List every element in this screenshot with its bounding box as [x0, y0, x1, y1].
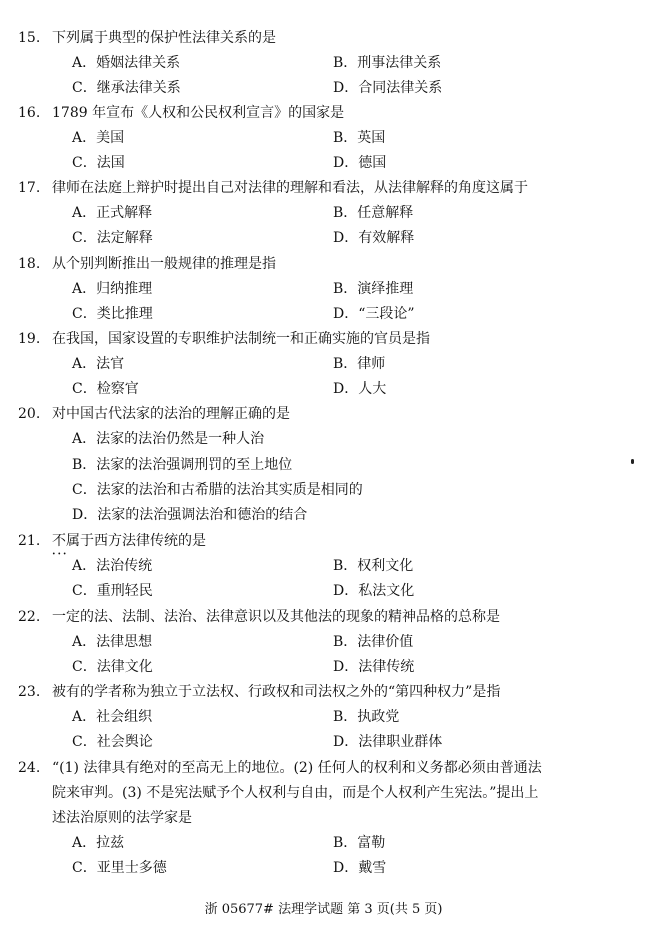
question-24-line-3: 述法治原则的法学家是 [52, 810, 192, 826]
question-16 [18, 104, 628, 122]
question-number: 20. [18, 406, 41, 422]
option-a: A．社会组织 [72, 709, 153, 725]
question-24 [18, 759, 628, 777]
question-number: 21. [18, 533, 41, 549]
question-24-line-2: 院来审判。(3) 不是宪法赋予个人权利与自由，而是个人权利产生宪法。”提出上 [52, 785, 539, 801]
question-text: 律师在法庭上辩护时提出自己对法律的理解和看法，从法律解释的角度这属于 [52, 180, 528, 196]
question-number: 19. [18, 331, 41, 347]
question-number: 18. [18, 256, 41, 272]
page-footer: 浙 05677# 法理学试题 第 3 页(共 5 页) [204, 902, 443, 917]
option-d: D．人大 [333, 381, 387, 397]
question-20 [18, 405, 628, 423]
question-number: 17. [18, 180, 41, 196]
question-number: 23. [18, 684, 41, 700]
option-a: A．婚姻法律关系 [72, 55, 181, 71]
option-c: C．重刑轻民 [72, 583, 153, 599]
question-text: 西方法律传统的是 [94, 533, 206, 549]
option-b: B．法家的法治强调刑罚的至上地位 [72, 457, 293, 473]
option-b: B．执政党 [333, 709, 400, 725]
question-text: 对中国古代法家的法治的理解正确的是 [52, 406, 290, 422]
question-17 [18, 179, 628, 197]
option-c: C．法定解释 [72, 230, 153, 246]
question-text: 在我国，国家设置的专职维护法制统一和正确实施的官员是指 [52, 331, 430, 347]
option-d: D．法律职业群体 [333, 734, 443, 750]
question-19 [18, 330, 628, 348]
question-text: 下列属于典型的保护性法律关系的是 [52, 30, 276, 46]
option-a: A．法治传统 [72, 558, 153, 574]
option-b: B．刑事法律关系 [333, 55, 442, 71]
scan-mark [631, 459, 634, 464]
option-c: C．继承法律关系 [72, 80, 181, 96]
option-d: D．法家的法治强调法治和德治的结合 [72, 507, 308, 523]
option-d: D．有效解释 [333, 230, 415, 246]
option-d: D．德国 [333, 155, 387, 171]
option-a: A．法律思想 [72, 634, 153, 650]
option-c: C．法家的法治和古希腊的法治其实质是相同的 [72, 482, 363, 498]
question-number: 15. [18, 30, 41, 46]
option-b: B．演绎推理 [333, 281, 414, 297]
question-text-line: “(1) 法律具有绝对的至高无上的地位。(2) 任何人的权利和义务都必须由普通法 [52, 760, 542, 776]
option-d: D．法律传统 [333, 659, 415, 675]
question-18 [18, 255, 628, 273]
option-a: A．法家的法治仍然是一种人治 [72, 431, 265, 447]
option-b: B．任意解释 [333, 205, 414, 221]
question-22 [18, 608, 628, 626]
question-text: 1789 年宣布《人权和公民权利宣言》的国家是 [52, 105, 345, 121]
option-a: A．美国 [72, 130, 125, 146]
option-c: C．法律文化 [72, 659, 153, 675]
question-15 [18, 29, 628, 47]
option-c: C．亚里士多德 [72, 860, 167, 876]
option-d: D．“三段论” [333, 306, 415, 322]
option-b: B．英国 [333, 130, 386, 146]
question-number: 22. [18, 609, 41, 625]
question-21 [18, 532, 628, 550]
question-text: 一定的法、法制、法治、法律意识以及其他法的现象的精神品格的总称是 [52, 609, 500, 625]
question-23 [18, 683, 628, 701]
emphasis-text: 不属于 • • • [52, 533, 94, 549]
option-b: B．法律价值 [333, 634, 414, 650]
option-c: C．社会舆论 [72, 734, 153, 750]
question-number: 16. [18, 105, 41, 121]
question-text: 从个别判断推出一般规律的推理是指 [52, 256, 276, 272]
option-c: C．类比推理 [72, 306, 153, 322]
question-text: 被有的学者称为独立于立法权、行政权和司法权之外的“第四种权力”是指 [52, 684, 501, 700]
option-d: D．戴雪 [333, 860, 387, 876]
option-b: B．权利文化 [333, 558, 414, 574]
option-d: D．合同法律关系 [333, 80, 443, 96]
option-c: C．法国 [72, 155, 125, 171]
option-b: B．律师 [333, 356, 386, 372]
question-number: 24. [18, 760, 41, 776]
option-a: A．拉兹 [72, 835, 125, 851]
option-a: A．归纳推理 [72, 281, 153, 297]
option-c: C．检察官 [72, 381, 139, 397]
option-a: A．正式解释 [72, 205, 153, 221]
option-d: D．私法文化 [333, 583, 415, 599]
option-a: A．法官 [72, 356, 125, 372]
option-b: B．富勒 [333, 835, 386, 851]
